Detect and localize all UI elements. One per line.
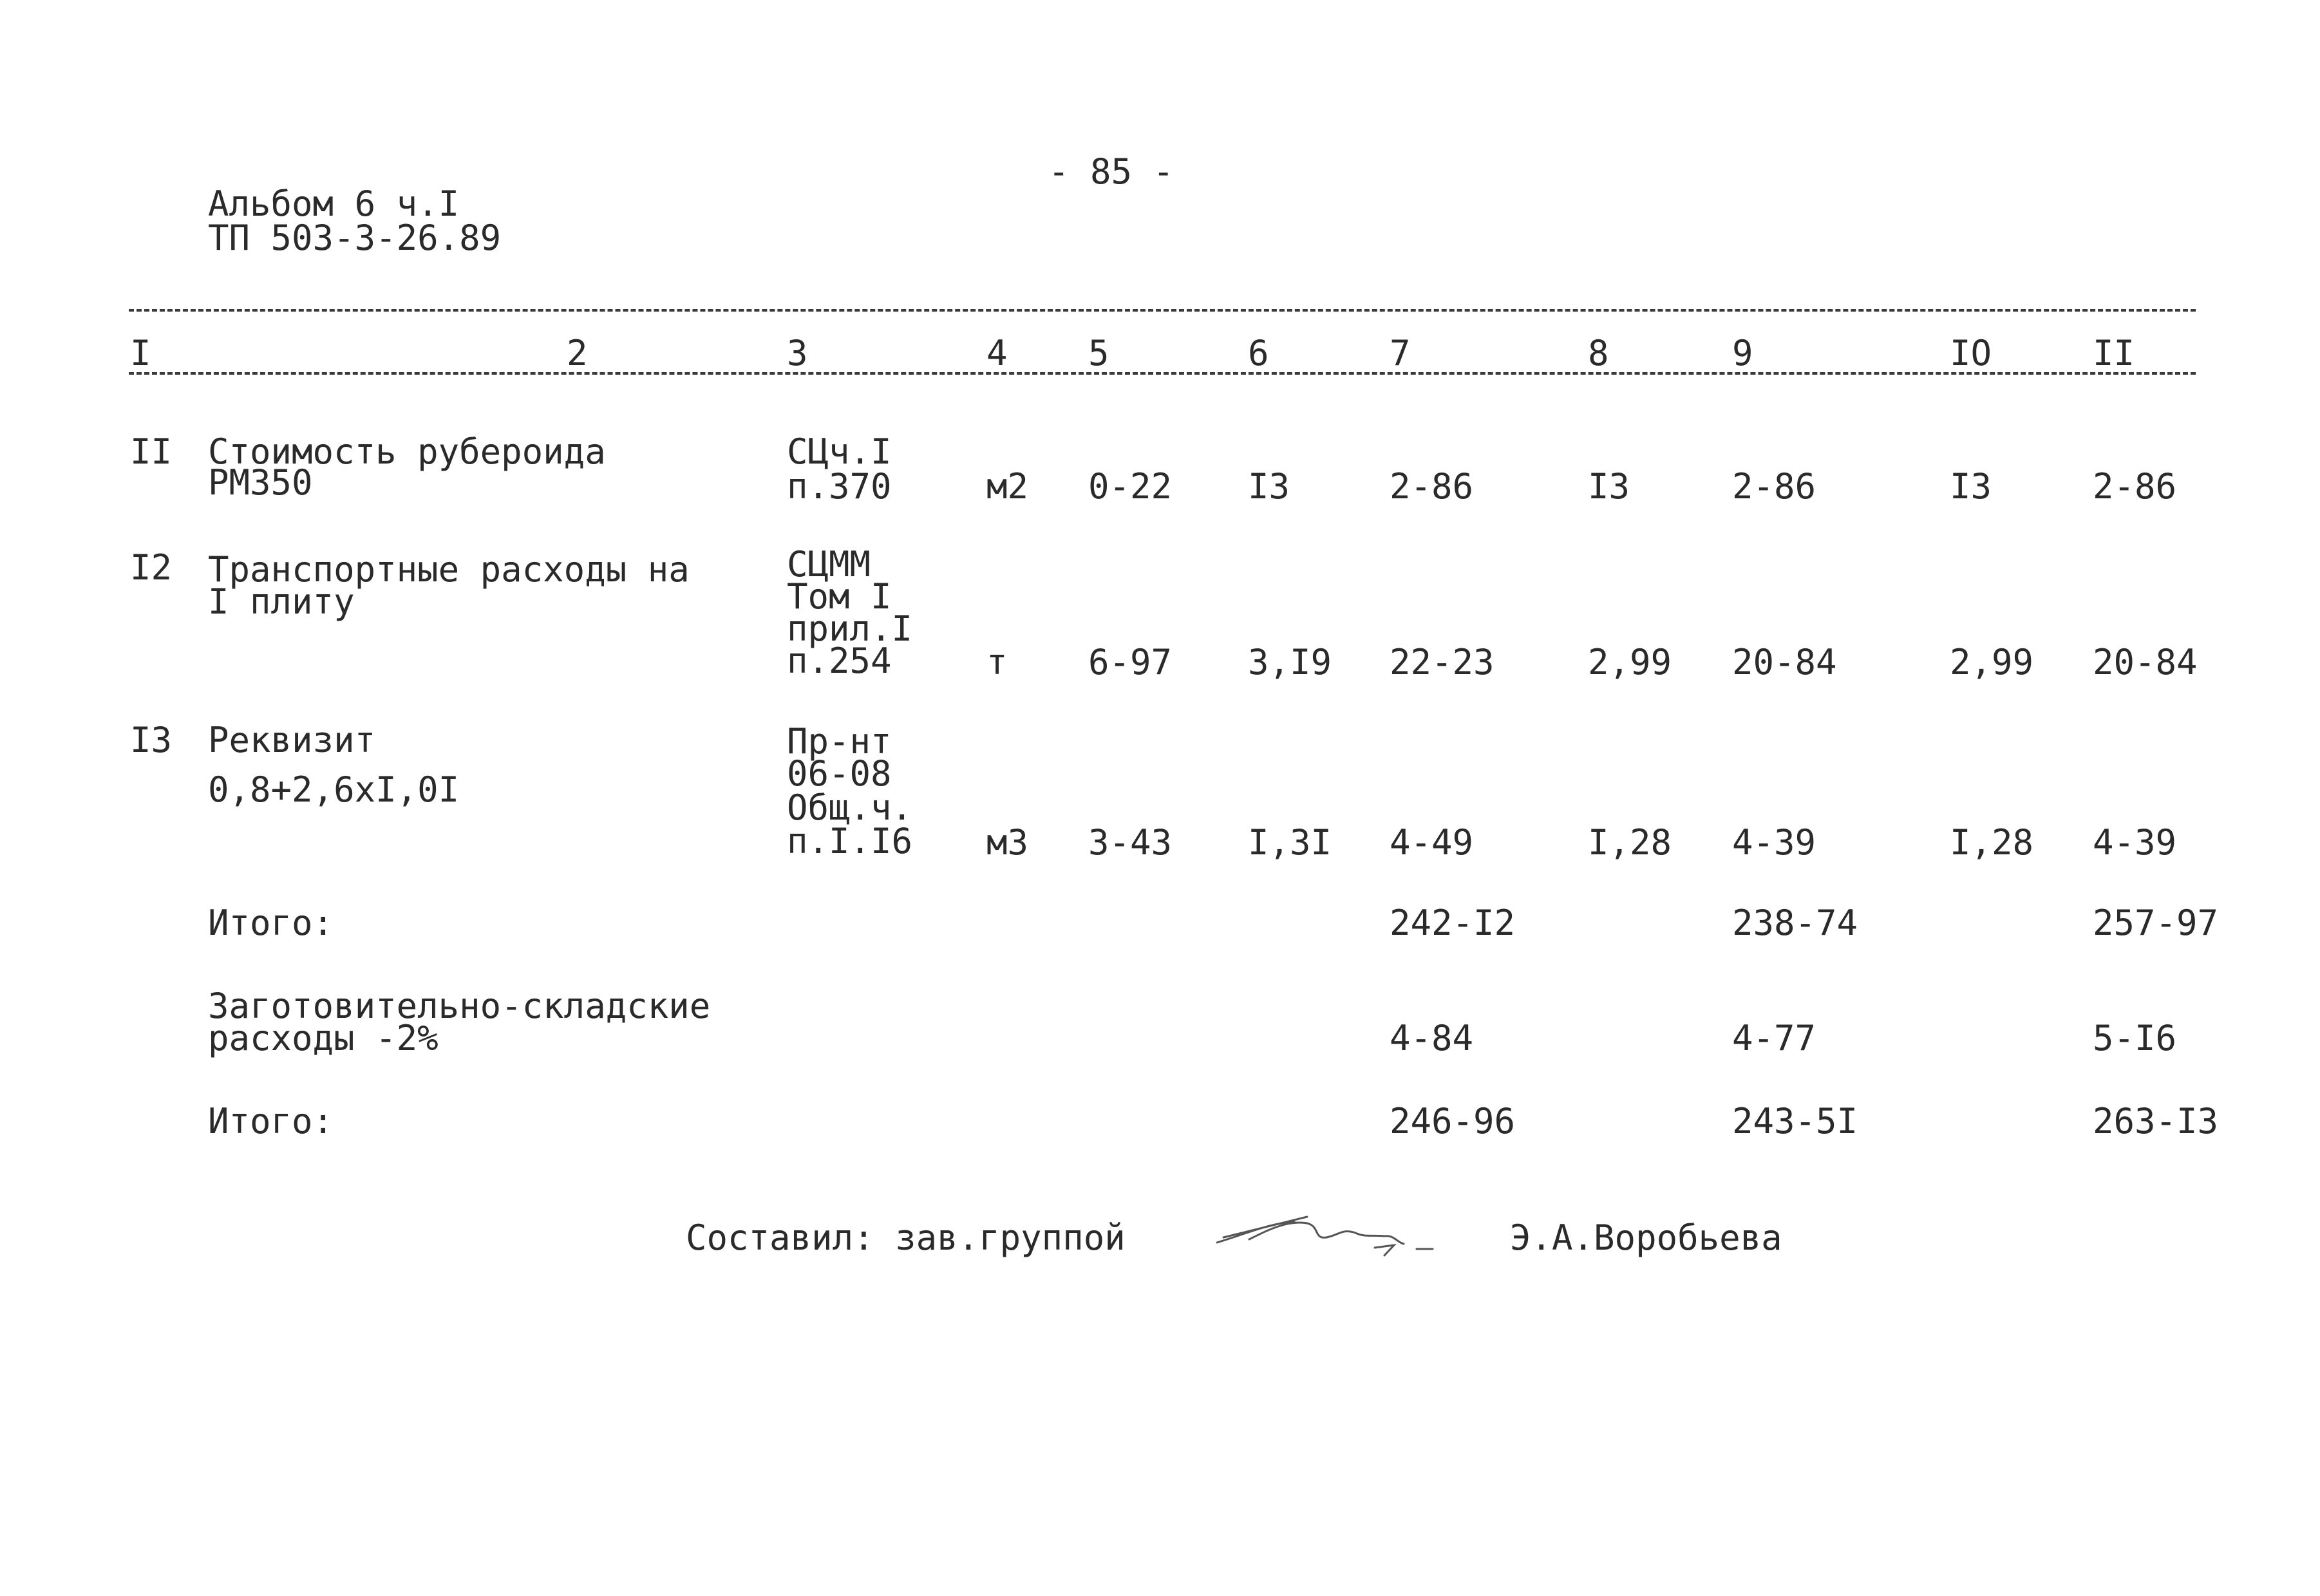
row-cell-8: 2,99 [1588,642,1672,682]
subtotal-cell-9: 238-74 [1732,903,1858,943]
subtotal-cell-7: 242-I2 [1390,903,1516,943]
total-cell-11: 263-I3 [2093,1101,2219,1141]
row-number: I2 [130,547,173,588]
row-reference-line: Том I [787,576,892,617]
row-name-line: Транспортные расходы на [208,549,690,590]
column-header-11: II [2093,333,2135,373]
row-cell-10: I3 [1950,466,1992,507]
column-header-10: IO [1950,333,1992,373]
row-unit: т [986,642,1008,682]
column-header-4: 4 [986,333,1008,373]
column-header-7: 7 [1390,333,1411,373]
row-cell-7: 22-23 [1390,642,1495,682]
project-code: ТП 503-3-26.89 [208,218,502,258]
header-rule-top [129,309,2196,312]
page-number: - 85 - [1048,151,1174,192]
storage-costs-cell-11: 5-I6 [2093,1018,2177,1058]
total-label: Итого: [208,1101,334,1141]
column-header-5: 5 [1088,333,1109,373]
subtotal-cell-11: 257-97 [2093,903,2219,943]
row-cell-11: 2-86 [2093,466,2177,507]
row-cell-9: 20-84 [1732,642,1837,682]
row-reference-line: п.254 [787,641,892,681]
row-cell-5: 3-43 [1088,822,1173,863]
row-cell-8: I,28 [1588,822,1672,863]
row-reference-line: 06-08 [787,753,892,794]
row-reference-line: Общ.ч. [787,787,913,828]
compiled-by-label: Составил: зав.группой [686,1217,1126,1258]
header-rule-bottom [129,372,2196,375]
row-cell-9: 4-39 [1732,822,1816,863]
column-header-6: 6 [1248,333,1269,373]
row-number: I3 [130,720,173,760]
row-reference-line: п.I.I6 [787,821,913,861]
storage-costs-label-line: расходы -2% [208,1018,439,1058]
row-reference-line: Пр-нт [787,721,892,762]
storage-costs-cell-9: 4-77 [1732,1018,1816,1058]
column-header-8: 8 [1588,333,1609,373]
row-cell-8: I3 [1588,466,1630,507]
subtotal-label: Итого: [208,903,334,943]
total-cell-9: 243-5I [1732,1101,1858,1141]
row-cell-6: I3 [1248,466,1290,507]
row-name-line: РМ350 [208,462,313,503]
signature-image [1211,1197,1494,1262]
storage-costs-cell-7: 4-84 [1390,1018,1474,1058]
album-title: Альбом 6 ч.I [208,183,460,224]
row-reference-line: прил.I [787,608,913,649]
row-cell-5: 0-22 [1088,466,1173,507]
column-header-9: 9 [1732,333,1753,373]
row-cell-9: 2-86 [1732,466,1816,507]
row-cell-10: I,28 [1950,822,2034,863]
row-reference-line: СЦММ [787,544,871,585]
row-unit: м3 [986,822,1029,863]
row-cell-7: 2-86 [1390,466,1474,507]
row-cell-11: 20-84 [2093,642,2198,682]
row-reference-line: СЦч.I [787,431,892,472]
row-cell-10: 2,99 [1950,642,2034,682]
row-name-line: I плиту [208,581,355,622]
row-cell-6: I,3I [1248,822,1332,863]
storage-costs-label-line: Заготовительно-складские [208,986,711,1026]
row-number: II [130,431,173,472]
row-reference-line: п.370 [787,466,892,507]
row-name-line: Реквизит [208,720,376,760]
row-name-line: 0,8+2,6хI,0I [208,769,460,810]
signer-name: Э.А.Воробьева [1510,1217,1782,1258]
row-cell-11: 4-39 [2093,822,2177,863]
row-unit: м2 [986,466,1029,507]
column-header-1: I [130,333,151,373]
column-header-3: 3 [787,333,808,373]
column-header-2: 2 [567,333,588,373]
row-cell-5: 6-97 [1088,642,1173,682]
total-cell-7: 246-96 [1390,1101,1516,1141]
row-name-line: Стоимость рубероида [208,431,606,472]
row-cell-6: 3,I9 [1248,642,1332,682]
row-cell-7: 4-49 [1390,822,1474,863]
